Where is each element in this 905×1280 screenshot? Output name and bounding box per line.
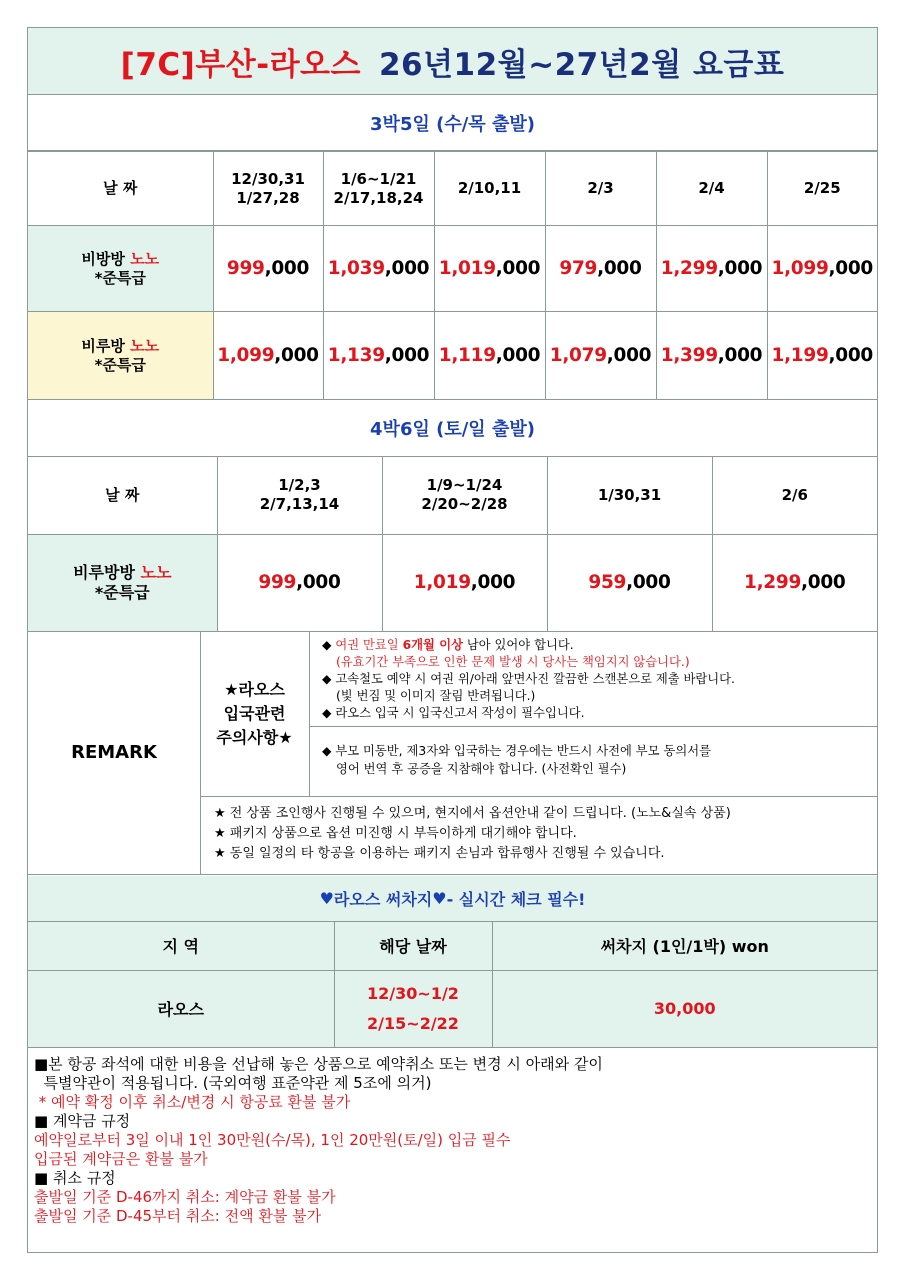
price-cell: 999,000 <box>213 226 323 312</box>
price-cell: 1,039,000 <box>323 226 434 312</box>
note-line: ■ 취소 규정 <box>34 1169 116 1187</box>
col-region: 지 역 <box>28 922 334 970</box>
date-cell: 12/30,31 1/27,28 <box>213 152 323 226</box>
rate-sheet <box>27 27 878 1253</box>
title-period: 26년12월~27년2월 요금표 <box>378 46 785 83</box>
note-line: ■본 항공 좌석에 대한 비용을 선납해 놓은 상품으로 예약취소 또는 변경 시 아래와 같이 <box>34 1055 603 1073</box>
note-line: * 예약 확정 이후 취소/변경 시 항공료 환불 불가 <box>34 1093 351 1111</box>
date-label: 날 짜 <box>28 152 213 226</box>
col-dates: 해당 날짜 <box>334 922 492 970</box>
price-cell: 1,139,000 <box>323 312 434 400</box>
title-route: [7C]부산-라오스 <box>120 46 361 83</box>
price-cell: 1,099,000 <box>213 312 323 400</box>
note-line: 출발일 기준 D-45부터 취소: 전액 환불 불가 <box>34 1207 322 1225</box>
page-title <box>28 28 877 95</box>
booking-policy-notes <box>34 1055 872 1226</box>
date-cell: 1/9~1/24 2/20~2/28 <box>382 457 547 534</box>
date-cell: 2/3 <box>545 152 656 226</box>
date-cell: 2/25 <box>767 152 877 226</box>
section1-table <box>28 151 877 400</box>
price-cell: 1,399,000 <box>656 312 767 400</box>
date-cell: 1/2,3 2/7,13,14 <box>217 457 382 534</box>
passport-notes: ◆ 여권 만료일 6개월 이상 남아 있어야 합니다. (유효기간 부족으로 인한 문제 발생 시 당사는 책임지지 않습니다.) ◆ 고속철도 예약 시 여권 위/아래 앞면사진 깔끔한 스캔본으로 제출 바랍니다. (빛 번짐 및 이미지 잘림 반려됩니다.) ◆ 라오스 입국 시 입국신고서 작성이 필수입니다. <box>310 631 877 727</box>
price-cell: 1,299,000 <box>656 226 767 312</box>
price-cell: 1,199,000 <box>767 312 877 400</box>
date-cell: 1/30,31 <box>547 457 712 534</box>
note-line: 입금된 계약금은 환불 불가 <box>34 1150 208 1168</box>
remark-section <box>28 631 877 875</box>
tour-notes: ★ 전 상품 조인행사 진행될 수 있으며, 현지에서 옵션안내 같이 드립니다. (노노&실속 상품) ★ 패키지 상품으로 옵션 미진행 시 부득이하게 대기해야 합니다. ★ 동일 일정의 타 항공을 이용하는 패키지 손님과 합류행사 진행될 수 있습니다. <box>214 806 731 861</box>
date-cell: 1/6~1/21 2/17,18,24 <box>323 152 434 226</box>
surcharge-heading: ♥ 라오스 써차지 ♥ - 실시간 체크 필수! <box>28 876 877 922</box>
surcharge-amount-cell: 30,000 <box>492 970 877 1047</box>
laos-entry-notice-label: ★라오스 입국관련 주의사항★ <box>200 631 310 797</box>
room-type-label: 비루방 노노 *준특급 <box>28 312 213 400</box>
price-cell: 1,119,000 <box>434 312 545 400</box>
price-cell: 959,000 <box>547 534 712 631</box>
price-cell: 1,019,000 <box>434 226 545 312</box>
price-cell: 1,019,000 <box>382 534 547 631</box>
room-type-label: 비방방 노노 *준특급 <box>28 226 213 312</box>
col-surcharge: 써차지 (1인/1박) won <box>492 922 877 970</box>
surcharge-dates-cell: 12/30~1/2 2/15~2/22 <box>334 970 492 1047</box>
price-cell: 1,079,000 <box>545 312 656 400</box>
heart-icon: ♥ <box>432 889 447 908</box>
date-cell: 2/6 <box>712 457 877 534</box>
price-cell: 1,099,000 <box>767 226 877 312</box>
surcharge-table <box>28 922 877 1048</box>
section1-heading: 3박5일 (수/목 출발) <box>28 95 877 151</box>
date-label: 날 짜 <box>28 457 217 534</box>
remark-label: REMARK <box>28 631 201 874</box>
minor-entry-notes: ◆ 부모 미동반, 제3자와 입국하는 경우에는 반드시 사전에 부모 동의서를 영어 번역 후 공증을 지참해야 합니다. (사전확인 필수) <box>310 727 877 797</box>
section2-table <box>28 457 877 632</box>
date-cell: 2/4 <box>656 152 767 226</box>
price-cell: 999,000 <box>217 534 382 631</box>
section2-heading: 4박6일 (토/일 출발) <box>28 399 877 457</box>
heart-icon: ♥ <box>319 889 334 908</box>
note-line: 예약일로부터 3일 이내 1인 30만원(수/목), 1인 20만원(토/일) 입금 필수 <box>34 1131 511 1149</box>
room-type-label: 비루방방 노노 *준특급 <box>28 534 217 631</box>
date-cell: 2/10,11 <box>434 152 545 226</box>
note-line: ■ 계약금 규정 <box>34 1112 131 1130</box>
price-cell: 1,299,000 <box>712 534 877 631</box>
region-cell: 라오스 <box>28 970 334 1047</box>
note-line: 출발일 기준 D-46까지 취소: 계약금 환불 불가 <box>34 1188 336 1206</box>
note-line: 특별약관이 적용됩니다. (국외여행 표준약관 제 5조에 의거) <box>34 1074 432 1092</box>
price-cell: 979,000 <box>545 226 656 312</box>
